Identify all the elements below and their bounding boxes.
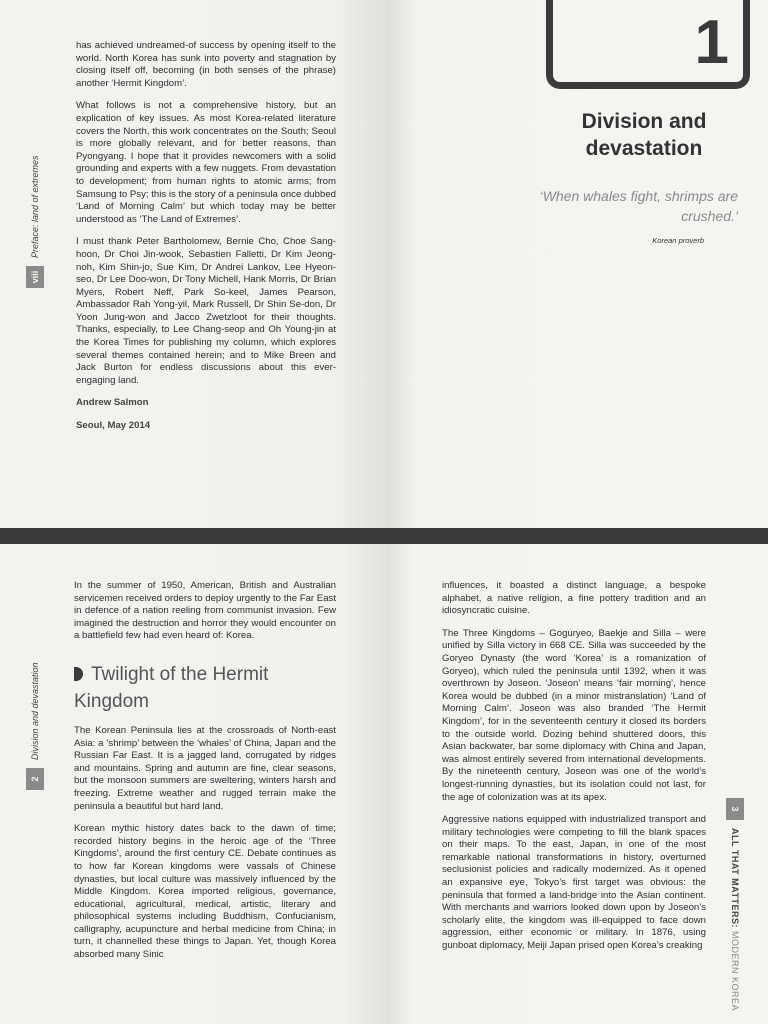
paragraph: has achieved undreamed-of success by opening itself to the world. North Korea has sunk into poverty and stagnation by closing itself off, becoming (in both senses of the phrase) another ‘Hermit Kingdom’.	[76, 40, 336, 89]
paragraph: What follows is not a comprehensive history, but an explication of key issues. As most Korea-related literature covers the North, this work concentrates on the South; Seoul is more globally relevant, and for better reasons, than Pyongyang. I hope that it provides newcomers with a solid grounding and experts with a few nuggets. From devastation to development; from human rights to atomic arms; from Samsung to Psy; this is the story of a peninsula once dubbed ‘Land of Morning Calm’ but which today may be better understood as ‘The Land of Extremes’.	[76, 100, 336, 225]
running-header-left	[26, 155, 44, 288]
author-signature: Andrew Salmon	[76, 397, 149, 409]
page-chapter-opener	[386, 0, 768, 528]
epigraph-attribution: Korean proverb	[652, 236, 704, 245]
preface-body	[76, 40, 336, 443]
chapter-number-frame	[546, 0, 750, 89]
paragraph: Korean mythic history dates back to the dawn of time; recorded history begins in the heroic age of the ‘Three Kingdoms’, around the first century CE. Debate continues as to how far Korean kingdoms were vassals of Chinese dynasties, but local culture was massively influenced by the Middle Kingdom. Korea imported religious, governance, educational, agricultural, medical, artistic, literary and philosophical systems including Buddhism, Confucianism, calligraphy, acupuncture and herbal medicine from China; in turn, it channelled these things to Japan. Yet, though Korea absorbed many Sinic	[74, 823, 336, 961]
running-header-left	[26, 662, 44, 790]
running-title	[730, 828, 740, 1011]
paragraph: I must thank Peter Bartholomew, Bernie Cho, Choe Sang-hoon, Dr Choi Jin-wook, Sebastien Falletti, Dr Kim Jeong-noh, Kim Shin-jo, Sue Kim, Dr Andrei Lankov, Lee Hyeon-seo, Dr Lee Doo-won, Dr Tony Michell, Hank Morris, Dr Brian Myers, Robert Neff, Park So-keel, James Pearson, Ambassador Rah Yong-yil, Mark Russell, Dr Shin Se-don, Dr Yoon Jung-won and Jacco Zwetzloot for their thoughts. Thanks, especially, to Lee Chang-seop and Oh Young-jin at the Korea Times for publishing my column, which explores several themes contained herein; and to Mike Breen and Jack Burton for endless discussions about this ever-engaging land.	[76, 236, 336, 386]
page-3	[386, 544, 768, 1024]
series-title: ALL THAT MATTERS:	[730, 828, 740, 928]
running-header-right	[726, 798, 744, 1011]
paragraph: influences, it boasted a distinct language, a bespoke alphabet, a native religion, a fine pottery tradition and an idiosyncratic cuisine.	[442, 580, 706, 617]
chapter-title: Division and devastation	[581, 110, 707, 160]
page-number: 2	[26, 768, 44, 790]
running-title: Preface: land of extremes	[30, 155, 40, 258]
intro-paragraph: In the summer of 1950, American, British and Australian servicemen received orders to deploy urgently to the Far East in defence of a nation reeling from communist invasion. Few imagined the destruction and horror they would encounter on a battlefield few had even heard of: Korea.	[74, 580, 336, 642]
running-title: Division and devastation	[30, 662, 40, 760]
chapter-body	[74, 580, 336, 972]
book-title: MODERN KOREA	[730, 931, 740, 1012]
page-viii	[0, 0, 386, 528]
page-number: viii	[26, 266, 44, 288]
chapter-body-continued	[442, 580, 706, 963]
paragraph: The Korean Peninsula lies at the crossroads of North-east Asia: a ‘shrimp’ between the ‘whales’ of China, Japan and the Russian Far East. It is a jagged land, corrugated by ridges and mountains. Spring and autumn are fine, clear seasons, but the monsoon summers are sweltering, winters harsh and freezing. Extreme weather and rugged terrain make the peninsula a beautiful but hard land.	[74, 724, 336, 812]
bottom-spread	[0, 544, 768, 1024]
section-heading-text: Twilight of the Hermit Kingdom	[74, 663, 269, 712]
section-heading	[74, 661, 336, 715]
section-marker-icon	[74, 667, 83, 681]
page-2	[0, 544, 386, 1024]
place-date: Seoul, May 2014	[76, 420, 151, 432]
epigraph: ‘When whales fight, shrimps are crushed.’	[539, 188, 738, 224]
paragraph: Aggressive nations equipped with industrialized transport and military technologies were competing to fill the blank spaces on their maps. To the east, Japan, in one of the most remarkable national transformations in history, overturned seclusionist policies and radically modernized. As it opened an expansive eye, Tokyo’s first target was obvious: the peninsula that formed a land-bridge into the Asian continent. With merchants and warriors looked down upon by Joseon’s scholarly elite, the kingdom was ill-equipped to face down aggression, either economic or military. In 1876, using gunboat diplomacy, Meiji Japan prised open Korea’s creaking	[442, 814, 706, 952]
page-number: 3	[726, 798, 744, 820]
chapter-number: 1	[694, 8, 729, 77]
paragraph: The Three Kingdoms – Goguryeo, Baekje and Silla – were unified by Silla victory in 668 CE. Silla was succeeded by the Goryeo Dynasty (the word ‘Korea’ is a romanization of Goryeo), which ruled the peninsula until 1392, when it was overthrown by Joseon. ‘Joseon’ means ‘fair morning’, hence Korea would be dubbed (in a minor mistranslation) ‘Land of Morning Calm’. Joseon was also branded ‘The Hermit Kingdom’, for in the seventeenth century it closed its borders to the outside world. Dozing behind shuttered doors, this Asian backwater, bar some diplomacy with China and Japan, was almost entirely severed from international developments. By the nineteenth century, Joseon was one of the world’s longest-running dynasties, but its isolation could not last, for the age of colonization was at its apex.	[442, 627, 706, 803]
